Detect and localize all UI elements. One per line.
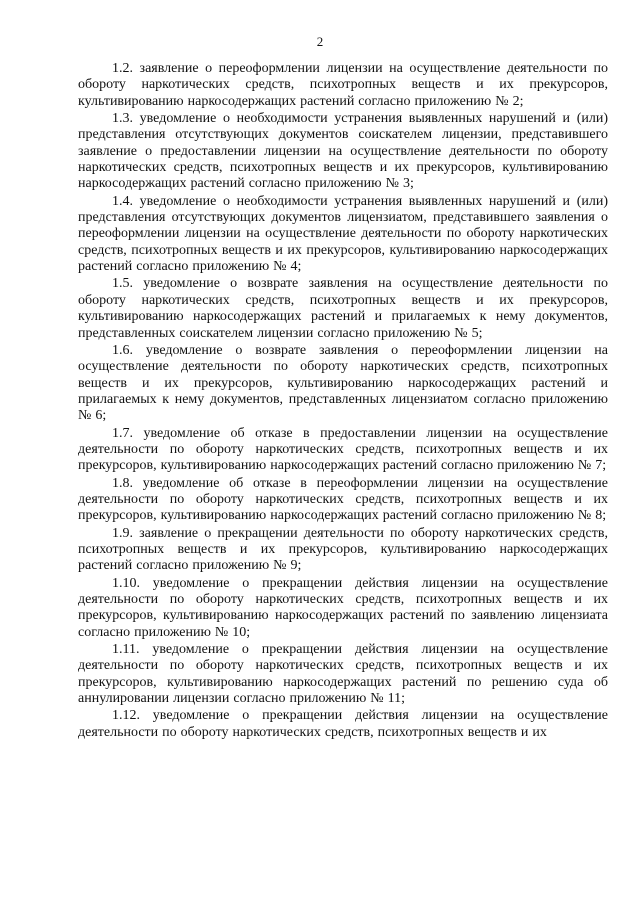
paragraph-1-11: 1.11. уведомление о прекращении действия лицензии на осуществление деятельности по обороту наркотических средств, психотропных веществ и их прекурсоров, культивированию наркосодержащих растений по решению суда об аннулировании лицензии согласно приложению № 11; (78, 642, 608, 707)
paragraph-1-8: 1.8. уведомление об отказе в переоформлении лицензии на осуществление деятельности по обороту наркотических средств, психотропных веществ и их прекурсоров, культивированию наркосодержащих растений согласно приложению № 8; (78, 475, 608, 524)
document-body (78, 61, 608, 742)
paragraph-1-7: 1.7. уведомление об отказе в предоставлении лицензии на осуществление деятельности по обороту наркотических средств, психотропных веществ и их прекурсоров, культивированию наркосодержащих растений согласно приложению № 7; (78, 425, 608, 474)
paragraph-1-2: 1.2. заявление о переоформлении лицензии на осуществление деятельности по обороту наркотических средств, психотропных веществ и их прекурсоров, культивированию наркосодержащих растений согласно приложению № 2; (78, 61, 608, 109)
paragraph-1-5: 1.5. уведомление о возврате заявления на осуществление деятельности по обороту наркотических средств, психотропных веществ и их прекурсоров, культивированию наркосодержащих растений и прилагаемых к нему документов, представленных соискателем лицензии согласно приложению № 5; (78, 276, 608, 341)
paragraph-1-9: 1.9. заявление о прекращении деятельности по обороту наркотических средств, психотропных веществ и их прекурсоров, культивированию наркосодержащих растений согласно приложению № 9; (78, 525, 608, 574)
paragraph-1-12: 1.12. уведомление о прекращении действия лицензии на осуществление деятельности по обороту наркотических средств, психотропных веществ и их (78, 708, 608, 740)
paragraph-1-10: 1.10. уведомление о прекращении действия лицензии на осуществление деятельности по обороту наркотических средств, психотропных веществ и их прекурсоров, культивированию наркосодержащих растений по заявлению лицензиата согласно приложению № 10; (78, 575, 608, 640)
paragraph-1-4: 1.4. уведомление о необходимости устранения выявленных нарушений и (или) представления отсутствующих документов лицензиатом, представившего заявления о переоформлении лицензии на осуществление деятельности по обороту наркотических средств, психотропных веществ и их прекурсоров, культивированию наркосодержащих растений согласно приложению № 4; (78, 193, 608, 275)
paragraph-1-6: 1.6. уведомление о возврате заявления о переоформлении лицензии на осуществление деятельности по обороту наркотических средств, психотропных веществ и их прекурсоров, культивированию наркосодержащих растений и прилагаемых к нему документов, представленных лицензиатом согласно приложению № 6; (78, 342, 608, 424)
paragraph-1-3: 1.3. уведомление о необходимости устранения выявленных нарушений и (или) представления отсутствующих документов соискателем лицензии, представившего заявление о предоставлении лицензии на осуществление деятельности по обороту наркотических средств, психотропных веществ и их прекурсоров, культивированию наркосодержащих растений согласно приложению № 3; (78, 111, 608, 192)
page-number: 2 (316, 34, 324, 49)
